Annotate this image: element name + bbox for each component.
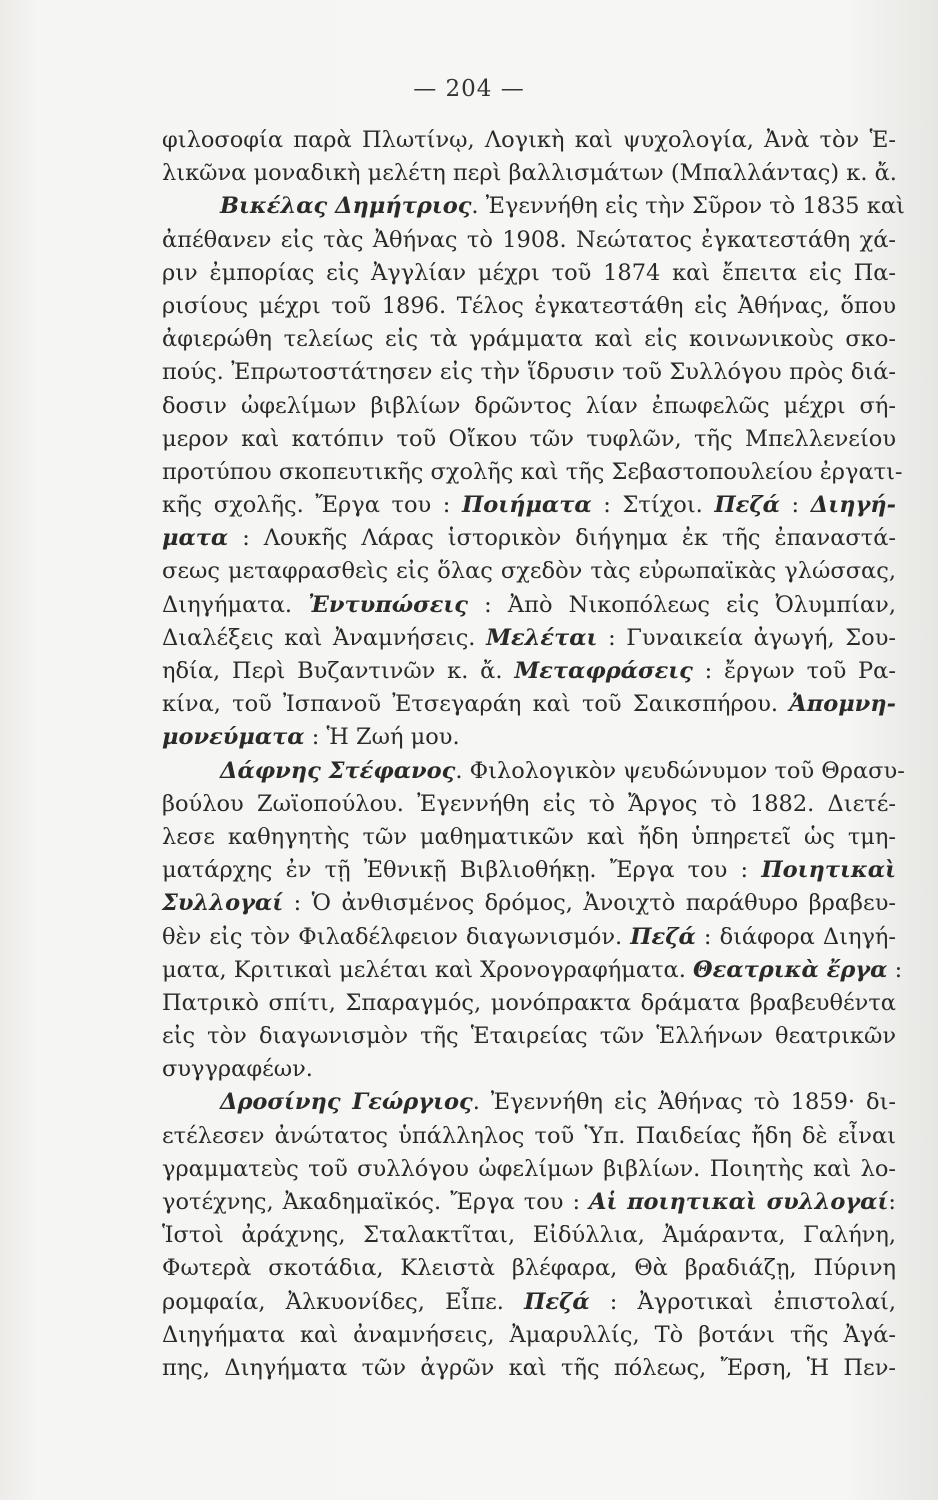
text-line	[162, 1153, 896, 1186]
text-segment: ἀφιερώθη τελείως εἰς τὰ γράμματα καὶ εἰς κοινωνικοὺς σκο-	[162, 326, 896, 353]
emphasized-text: Ποιήματα	[461, 492, 592, 519]
text-line	[162, 1086, 896, 1119]
text-segment: ματάρχης ἐν τῇ Ἐθνικῇ Βιβλιοθήκῃ. Ἔργα του :	[162, 857, 762, 884]
text-line	[162, 290, 896, 323]
text-segment: γοτέχνης, Ἀκαδημαϊκός. Ἔργα του :	[162, 1189, 590, 1215]
emphasized-text: Συλλογαί	[162, 890, 284, 917]
text-line	[162, 157, 896, 190]
text-line	[162, 755, 905, 788]
text-line	[162, 954, 903, 987]
text-segment: . Ἐγεννήθη εἰς Ἀθήνας τὸ 1859· δι-	[472, 1089, 896, 1116]
text-segment: μερον καὶ κατόπιν τοῦ Οἴκου τῶν τυφλῶν, τῆς Μπελλενείου	[162, 425, 896, 452]
text-segment: : διάφορα Διηγή-	[695, 923, 896, 950]
text-segment: Ἱστοὶ ἀράχνης, Σταλακτῖται, Εἰδύλλια, Ἀμάραντα, Γαλήνη,	[162, 1222, 896, 1249]
text-line	[162, 1020, 896, 1053]
text-segment: συγγραφέων.	[162, 1056, 313, 1083]
text-line	[162, 390, 896, 423]
text-segment: κῆς σχολῆς. Ἔργα του :	[162, 492, 462, 519]
text-line	[162, 854, 896, 887]
text-segment: : Ἀπὸ Νικοπόλεως εἰς Ὀλυμπίαν,	[468, 591, 896, 618]
text-segment: θὲν εἰς τὸν Φιλαδέλφειον διαγωνισμόν.	[162, 923, 631, 950]
text-segment: Διηγήματα καὶ ἀναμνήσεις, Ἀμαρυλλίς, Τὸ βοτάνι τῆς Ἀγά-	[162, 1321, 896, 1348]
emphasized-text: Μελέται	[486, 624, 598, 651]
text-line	[162, 887, 896, 920]
text-line	[162, 224, 896, 257]
emphasized-text: Δροσίνης Γεώργιος	[220, 1089, 473, 1116]
text-line	[162, 655, 896, 688]
text-segment: ετέλεσεν ἀνώτατος ὑπάλληλος τοῦ Ὑπ. Παιδείας ἤδη δὲ εἶναι	[162, 1122, 896, 1149]
text-segment: κίνα, τοῦ Ἰσπανοῦ Ἐτσεγαράη καὶ τοῦ Σαικσπήρου.	[162, 691, 790, 718]
text-segment: λεσε καθηγητὴς τῶν μαθηματικῶν καὶ ἤδη ὑπηρετεῖ ὡς τμη-	[162, 823, 896, 850]
emphasized-text: Πεζά	[630, 923, 696, 950]
text-line	[162, 821, 896, 854]
text-segment: :	[887, 956, 903, 983]
text-segment: Πατρικὸ σπίτι, Σπαραγμός, μονόπρακτα δράματα βραβευθέντα	[162, 989, 896, 1016]
text-line	[162, 622, 896, 655]
emphasized-text: Ἐντυπώσεις	[308, 591, 469, 618]
emphasized-text: Δάφνης Στέφανος	[220, 757, 456, 784]
text-line	[162, 1286, 896, 1319]
text-segment: λικῶνα μοναδικὴ μελέτη περὶ βαλλισμάτων (Μπαλλάντας) κ. ἄ.	[162, 160, 897, 187]
text-line	[162, 423, 896, 456]
text-line	[162, 522, 896, 555]
text-segment: ἀπέθανεν εἰς τὰς Ἀθήνας τὸ 1908. Νεώτατος ἐγκατεστάθη χά-	[162, 226, 896, 253]
text-line	[162, 190, 905, 223]
text-segment: δοσιν ὠφελίμων βιβλίων δρῶντος λίαν ἐπωφελῶς μέχρι σή-	[162, 392, 896, 419]
text-segment: : Λουκῆς Λάρας ἱστορικὸν διήγημα ἐκ τῆς ἐπαναστά-	[228, 525, 896, 552]
text-segment: :	[779, 492, 811, 519]
text-segment: προτύπου σκοπευτικῆς σχολῆς καὶ τῆς Σεβαστοπουλείου ἐργατι-	[162, 458, 903, 485]
text-segment: : Ἡ Ζωή μου.	[304, 724, 460, 751]
body-text	[162, 124, 905, 1385]
text-segment: . Φιλολογικὸν ψευδώνυμον τοῦ Θρασυ-	[455, 757, 905, 784]
text-segment: Διαλέξεις καὶ Ἀναμνήσεις.	[162, 624, 487, 651]
text-line	[162, 356, 896, 389]
text-segment: Φωτερὰ σκοτάδια, Κλειστὰ βλέφαρα, Θὰ βραδιάζῃ, Πύρινη	[162, 1255, 896, 1282]
text-line	[162, 788, 896, 821]
emphasized-text: Βικέλας Δημήτριος	[220, 193, 472, 220]
text-line	[162, 987, 896, 1020]
text-segment: πούς. Ἐπρωτοστάτησεν εἰς τὴν ἵδρυσιν τοῦ Συλλόγου πρὸς διά-	[162, 359, 896, 386]
text-line	[162, 1053, 896, 1086]
text-line	[162, 489, 896, 522]
emphasized-text: Θεατρικὰ ἔργα	[693, 956, 888, 983]
emphasized-text: Πεζά	[524, 1288, 590, 1315]
text-segment: ριν ἐμπορίας εἰς Ἀγγλίαν μέχρι τοῦ 1874 καὶ ἔπειτα εἰς Πα-	[162, 259, 896, 286]
text-segment: . Ἐγεννήθη εἰς τὴν Σῦρον τὸ 1835 καὶ	[471, 193, 905, 220]
text-line	[162, 589, 896, 622]
text-line	[162, 1252, 896, 1285]
text-line	[162, 1219, 896, 1252]
emphasized-text: Αἱ ποιητικαὶ συλλογαί	[589, 1189, 889, 1215]
text-segment: : Ὁ ἀνθισμένος δρόμος, Ἀνοιχτὸ παράθυρο βραβευ-	[283, 890, 896, 917]
text-segment: εἰς τὸν διαγωνισμὸν τῆς Ἑταιρείας τῶν Ἑλλήνων θεατρικῶν	[162, 1023, 896, 1050]
emphasized-text: ματα	[162, 525, 229, 552]
text-segment: : ἔργων τοῦ Ρα-	[692, 658, 896, 684]
page-number: — 204 —	[413, 76, 525, 102]
text-segment: : Στίχοι.	[591, 492, 715, 519]
text-segment: φιλοσοφία παρὰ Πλωτίνῳ, Λογικὴ καὶ ψυχολογία, Ἀνὰ τὸν Ἑ-	[162, 127, 896, 153]
text-line	[162, 1120, 896, 1153]
emphasized-text: Μεταφράσεις	[514, 658, 693, 684]
emphasized-text: Πεζά	[714, 492, 780, 519]
text-segment: σεως μεταφρασθεὶς εἰς ὅλας σχεδὸν τὰς εὐρωπαϊκὰς γλώσσας,	[162, 558, 896, 585]
text-segment: ηδία, Περὶ Βυζαντινῶν κ. ἄ.	[162, 658, 515, 684]
emphasized-text: Ποιητικαὶ	[761, 857, 896, 884]
text-segment: : Γυναικεία ἀγωγή, Σου-	[597, 624, 896, 651]
text-line	[162, 688, 896, 721]
emphasized-text: Ἀπομνη-	[789, 691, 896, 718]
text-segment: ρισίους μέχρι τοῦ 1896. Τέλος ἐγκατεστάθη εἰς Ἀθήνας, ὅπου	[162, 292, 896, 319]
text-segment: γραμματεὺς τοῦ συλλόγου ὠφελίμων βιβλίων. Ποιητὴς καὶ λο-	[162, 1155, 896, 1182]
text-line	[162, 721, 896, 754]
text-line	[162, 323, 896, 356]
text-line	[162, 456, 903, 489]
text-line	[162, 1319, 896, 1352]
text-segment: ρομφαία, Ἀλκυονίδες, Εἶπε.	[162, 1288, 525, 1315]
text-line	[162, 555, 896, 588]
text-segment: : Ἀγροτικαὶ ἐπιστολαί,	[589, 1288, 896, 1315]
text-line	[162, 921, 896, 954]
text-line	[162, 1352, 896, 1385]
text-segment: βούλου Ζωϊοπούλου. Ἐγεννήθη εἰς τὸ Ἄργος τὸ 1882. Διετέ-	[162, 790, 896, 817]
text-line	[162, 257, 896, 290]
text-segment: Διηγήματα.	[162, 591, 309, 618]
text-segment: πης, Διηγήματα τῶν ἀγρῶν καὶ τῆς πόλεως, Ἔρση, Ἡ Πεν-	[162, 1354, 896, 1381]
text-line	[162, 124, 896, 157]
text-segment: :	[888, 1189, 896, 1215]
text-segment: ματα, Κριτικαὶ μελέται καὶ Χρονογραφήματα.	[162, 956, 694, 983]
text-line	[162, 1186, 896, 1219]
emphasized-text: μονεύματα	[162, 724, 305, 751]
emphasized-text: Διηγή-	[810, 492, 896, 519]
